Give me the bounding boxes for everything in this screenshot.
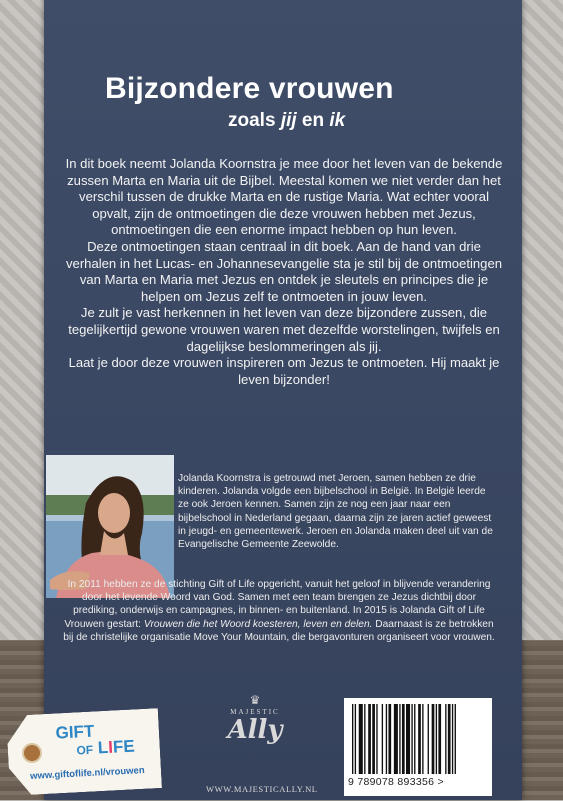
blurb-paragraph: Deze ontmoetingen staan centraal in dit boek. Aan de hand van drie verhalen in het Lucas- en Johannesevangelie sta je stil bij de ontmoetingen van Marta en Maria met Jezus en ontdek je sleutels en principes die je helpen om Jezus zelf te ontmoeten in jouw leven. [65, 238, 503, 304]
publisher-url: WWW.MAJESTICALLY.NL [206, 784, 318, 794]
author-bio [178, 472, 496, 551]
blurb-paragraph: Laat je door deze vrouwen inspireren om Jezus te ontmoeten. Hij maakt je leven bijzonder! [68, 355, 500, 387]
publisher-name: MAJESTIC [230, 708, 280, 716]
blurb-paragraph: In dit boek neemt Jolanda Koornstra je mee door het leven van de bekende zussen Marta en Maria uit de Bijbel. Meestal komen we niet verder dan het verschil tussen de drukke Marta en de rustige Maria. Wat echter vooral opvalt, zijn de ontmoetingen die deze vrouwen hebben met Jezus, ontmoetingen die een enorme impact hebben op hun leven. [65, 156, 503, 238]
publisher-script: Ally [227, 715, 283, 745]
book-blurb [62, 156, 506, 388]
tag-hole-icon [22, 743, 42, 763]
author-photo [46, 455, 174, 598]
tag-url: www.giftoflife.nl/vrouwen [29, 765, 145, 782]
gift-of-life-logo: GIFT OF LIFE [55, 721, 136, 758]
blurb-paragraph: Je zult je vast herkennen in het leven van deze bijzondere zussen, die tegelijkertijd gewone vrouwen waren met dezelfde worstelingen, twijfels en dagelijkse beslommeringen als jij. [68, 305, 500, 354]
bio-paragraph: In 2011 hebben ze de stichting Gift of Life opgericht, vanuit het geloof in blijvende verandering door het levende Woord van God. Samen met een team brengen ze Jezus dichtbij door prediking, onderwijs en campagnes, in binnen- en buitenland. In 2015 is Jolanda Gift of Life Vrouwen gestart: Vrouwen die het Woord koesteren, leven en delen. Daarnaast is ze betrokken bij de christelijke organisatie Move Your Mountain, die bergavonturen organiseert voor vrouwen. [63, 579, 495, 643]
barcode-number: 9 789078 893356 > [348, 776, 444, 788]
book-title: Bijzondere vrouwen [105, 72, 394, 105]
crown-icon: ♛ [249, 693, 261, 707]
bio-paragraph: Jolanda Koornstra is getrouwd met Jeroen, samen hebben ze drie kinderen. Jolanda volgde een bijbelschool in België. In België leerde ze ook Jeroen kennen. Samen zijn ze nog een jaar naar een bijbelschool in Nederland gegaan, daarna zijn ze jaren actief geweest in jeugd- en gemeentewerk. Jeroen en Jolanda maken deel uit van de Evangelische Gemeente Zeewolde. [178, 473, 493, 551]
author-bio-continued [60, 578, 498, 644]
book-subtitle: zoals jij en ik [228, 110, 346, 131]
publisher-logo [210, 694, 300, 744]
